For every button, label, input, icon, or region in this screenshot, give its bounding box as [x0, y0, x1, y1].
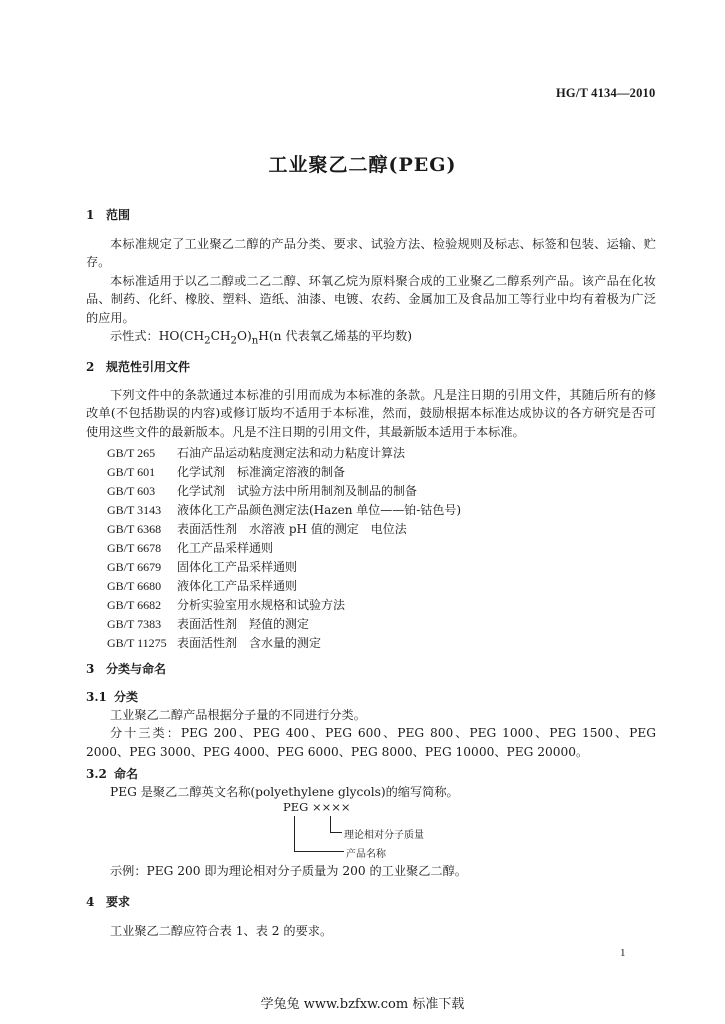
paragraph: 工业聚乙二醇产品根据分子量的不同进行分类。	[110, 708, 366, 722]
section-2-intro	[86, 386, 656, 441]
formula-suffix: H(n 代表氧乙烯基的平均数)	[258, 329, 413, 344]
section-title: 规范性引用文件	[106, 360, 191, 374]
formula-sub: 2	[204, 335, 211, 347]
section-title: 范围	[106, 208, 131, 222]
reference-title: 表面活性剂 含水量的测定	[177, 636, 322, 650]
subsection-title: 命名	[114, 767, 139, 781]
formula-part: CH	[210, 329, 231, 344]
reference-code: GB/T 6678	[107, 541, 162, 555]
diagram-connector	[330, 832, 342, 833]
formula-sub: 2	[230, 335, 237, 347]
formula-prefix: 示性式：HO(CH	[110, 329, 205, 344]
section-title: 要求	[106, 895, 131, 909]
reference-title: 化学试剂 标准滴定溶液的制备	[177, 465, 346, 479]
formula-part: O)	[237, 329, 252, 344]
reference-title: 化工产品采样通则	[177, 541, 274, 555]
reference-code: GB/T 6679	[107, 560, 162, 574]
reference-code: GB/T 6368	[107, 522, 162, 536]
site-footer: 学兔兔 www.bzfxw.com 标准下载	[260, 997, 465, 1012]
reference-title: 液体化工产品采样通则	[177, 579, 298, 593]
reference-item	[107, 520, 407, 537]
formula-line	[86, 327, 656, 351]
reference-title: 液体化工产品颜色测定法(Hazen 单位——铂-钴色号)	[177, 503, 462, 517]
reference-title: 石油产品运动粘度测定法和动力粘度计算法	[177, 446, 406, 460]
formula-sub: n	[251, 335, 259, 347]
subsection-3-1-heading	[86, 688, 138, 705]
section-3-heading	[86, 660, 166, 677]
section-number: 2	[86, 360, 95, 374]
reference-title: 表面活性剂 羟值的测定	[177, 617, 310, 631]
standard-number: HG/T 4134—2010	[556, 86, 656, 100]
subsection-number: 3.2	[86, 767, 107, 781]
reference-code: GB/T 7383	[107, 617, 162, 631]
paragraph: 本标准适用于以乙二醇或二乙二醇、环氧乙烷为原料聚合成的工业聚乙二醇系列产品。该产品在化妆品、制药、化纤、橡胶、塑料、造纸、油漆、电镀、农药、金属加工及食品加工等行业中均有着极为广泛的应用。	[86, 273, 656, 325]
section-4-heading	[86, 893, 130, 910]
reference-title: 化学试剂 试验方法中所用制剂及制品的制备	[177, 484, 418, 498]
subsection-3-2-heading	[86, 765, 138, 782]
example-line	[86, 862, 656, 880]
section-2-heading	[86, 358, 190, 375]
reference-item	[107, 501, 461, 518]
reference-code: GB/T 265	[107, 446, 156, 460]
paragraph: 工业聚乙二醇应符合表 1、表 2 的要求。	[110, 924, 333, 938]
reference-item	[107, 539, 273, 556]
paragraph: 示例：PEG 200 即为理论相对分子质量为 200 的工业聚乙二醇。	[110, 864, 467, 878]
paragraph: 下列文件中的条款通过本标准的引用而成为本标准的条款。凡是注日期的引用文件，其随后所有的修改单(不包括勘误的内容)或修订版均不适用于本标准，然而，鼓励根据本标准达成协议的各方研究是否可使用这些文件的最新版本。凡是不注日期的引用文件，其最新版本适用于本标准。	[86, 388, 656, 439]
section-title: 分类与命名	[106, 662, 167, 676]
reference-item	[107, 577, 297, 594]
reference-code: GB/T 6680	[107, 579, 162, 593]
diagram-label: 理论相对分子质量	[344, 830, 424, 841]
reference-item	[107, 615, 309, 632]
reference-item	[107, 444, 405, 461]
subsection-3-1-body	[86, 706, 656, 761]
diagram-connector	[294, 851, 344, 852]
reference-code: GB/T 3143	[107, 503, 162, 517]
reference-code: GB/T 601	[107, 465, 156, 479]
paragraph: 分十三类：PEG 200、PEG 400、PEG 600、PEG 800、PEG 1000、PEG 1500、PEG 2000、PEG 3000、PEG 4000、PEG 6000、PEG 8000、PEG 10000、PEG 20000。	[86, 726, 656, 759]
paragraph: PEG 是聚乙二醇英文名称(polyethylene glycols)的缩写简称。	[110, 785, 459, 799]
reference-code: GB/T 11275	[107, 636, 167, 650]
diagram-connector	[294, 816, 295, 851]
section-number: 4	[86, 895, 95, 909]
paragraph: 本标准规定了工业聚乙二醇的产品分类、要求、试验方法、检验规则及标志、标签和包装、运输、贮存。	[86, 237, 656, 270]
section-number: 1	[86, 208, 95, 222]
reference-code: GB/T 6682	[107, 598, 162, 612]
reference-title: 分析实验室用水规格和试验方法	[177, 598, 346, 612]
reference-item	[107, 634, 321, 651]
section-4-body	[86, 922, 656, 940]
diagram-code: PEG ××××	[283, 800, 351, 814]
reference-title: 固体化工产品采样通则	[177, 560, 298, 574]
subsection-title: 分类	[114, 690, 139, 704]
reference-item	[107, 596, 345, 613]
reference-code: GB/T 603	[107, 484, 156, 498]
subsection-3-2-body	[86, 783, 656, 801]
section-1-heading	[86, 206, 130, 223]
reference-item	[107, 482, 417, 499]
subsection-number: 3.1	[86, 690, 107, 704]
naming-diagram	[280, 800, 480, 864]
diagram-label: 产品名称	[346, 849, 386, 860]
page-number: 1	[620, 947, 626, 959]
section-1-body	[86, 235, 656, 351]
reference-title: 表面活性剂 水溶液 pH 值的测定 电位法	[177, 522, 407, 536]
reference-item	[107, 558, 297, 575]
reference-item	[107, 463, 345, 480]
diagram-connector	[330, 816, 331, 832]
section-number: 3	[86, 662, 95, 676]
document-title: 工业聚乙二醇(PEG)	[268, 154, 457, 176]
